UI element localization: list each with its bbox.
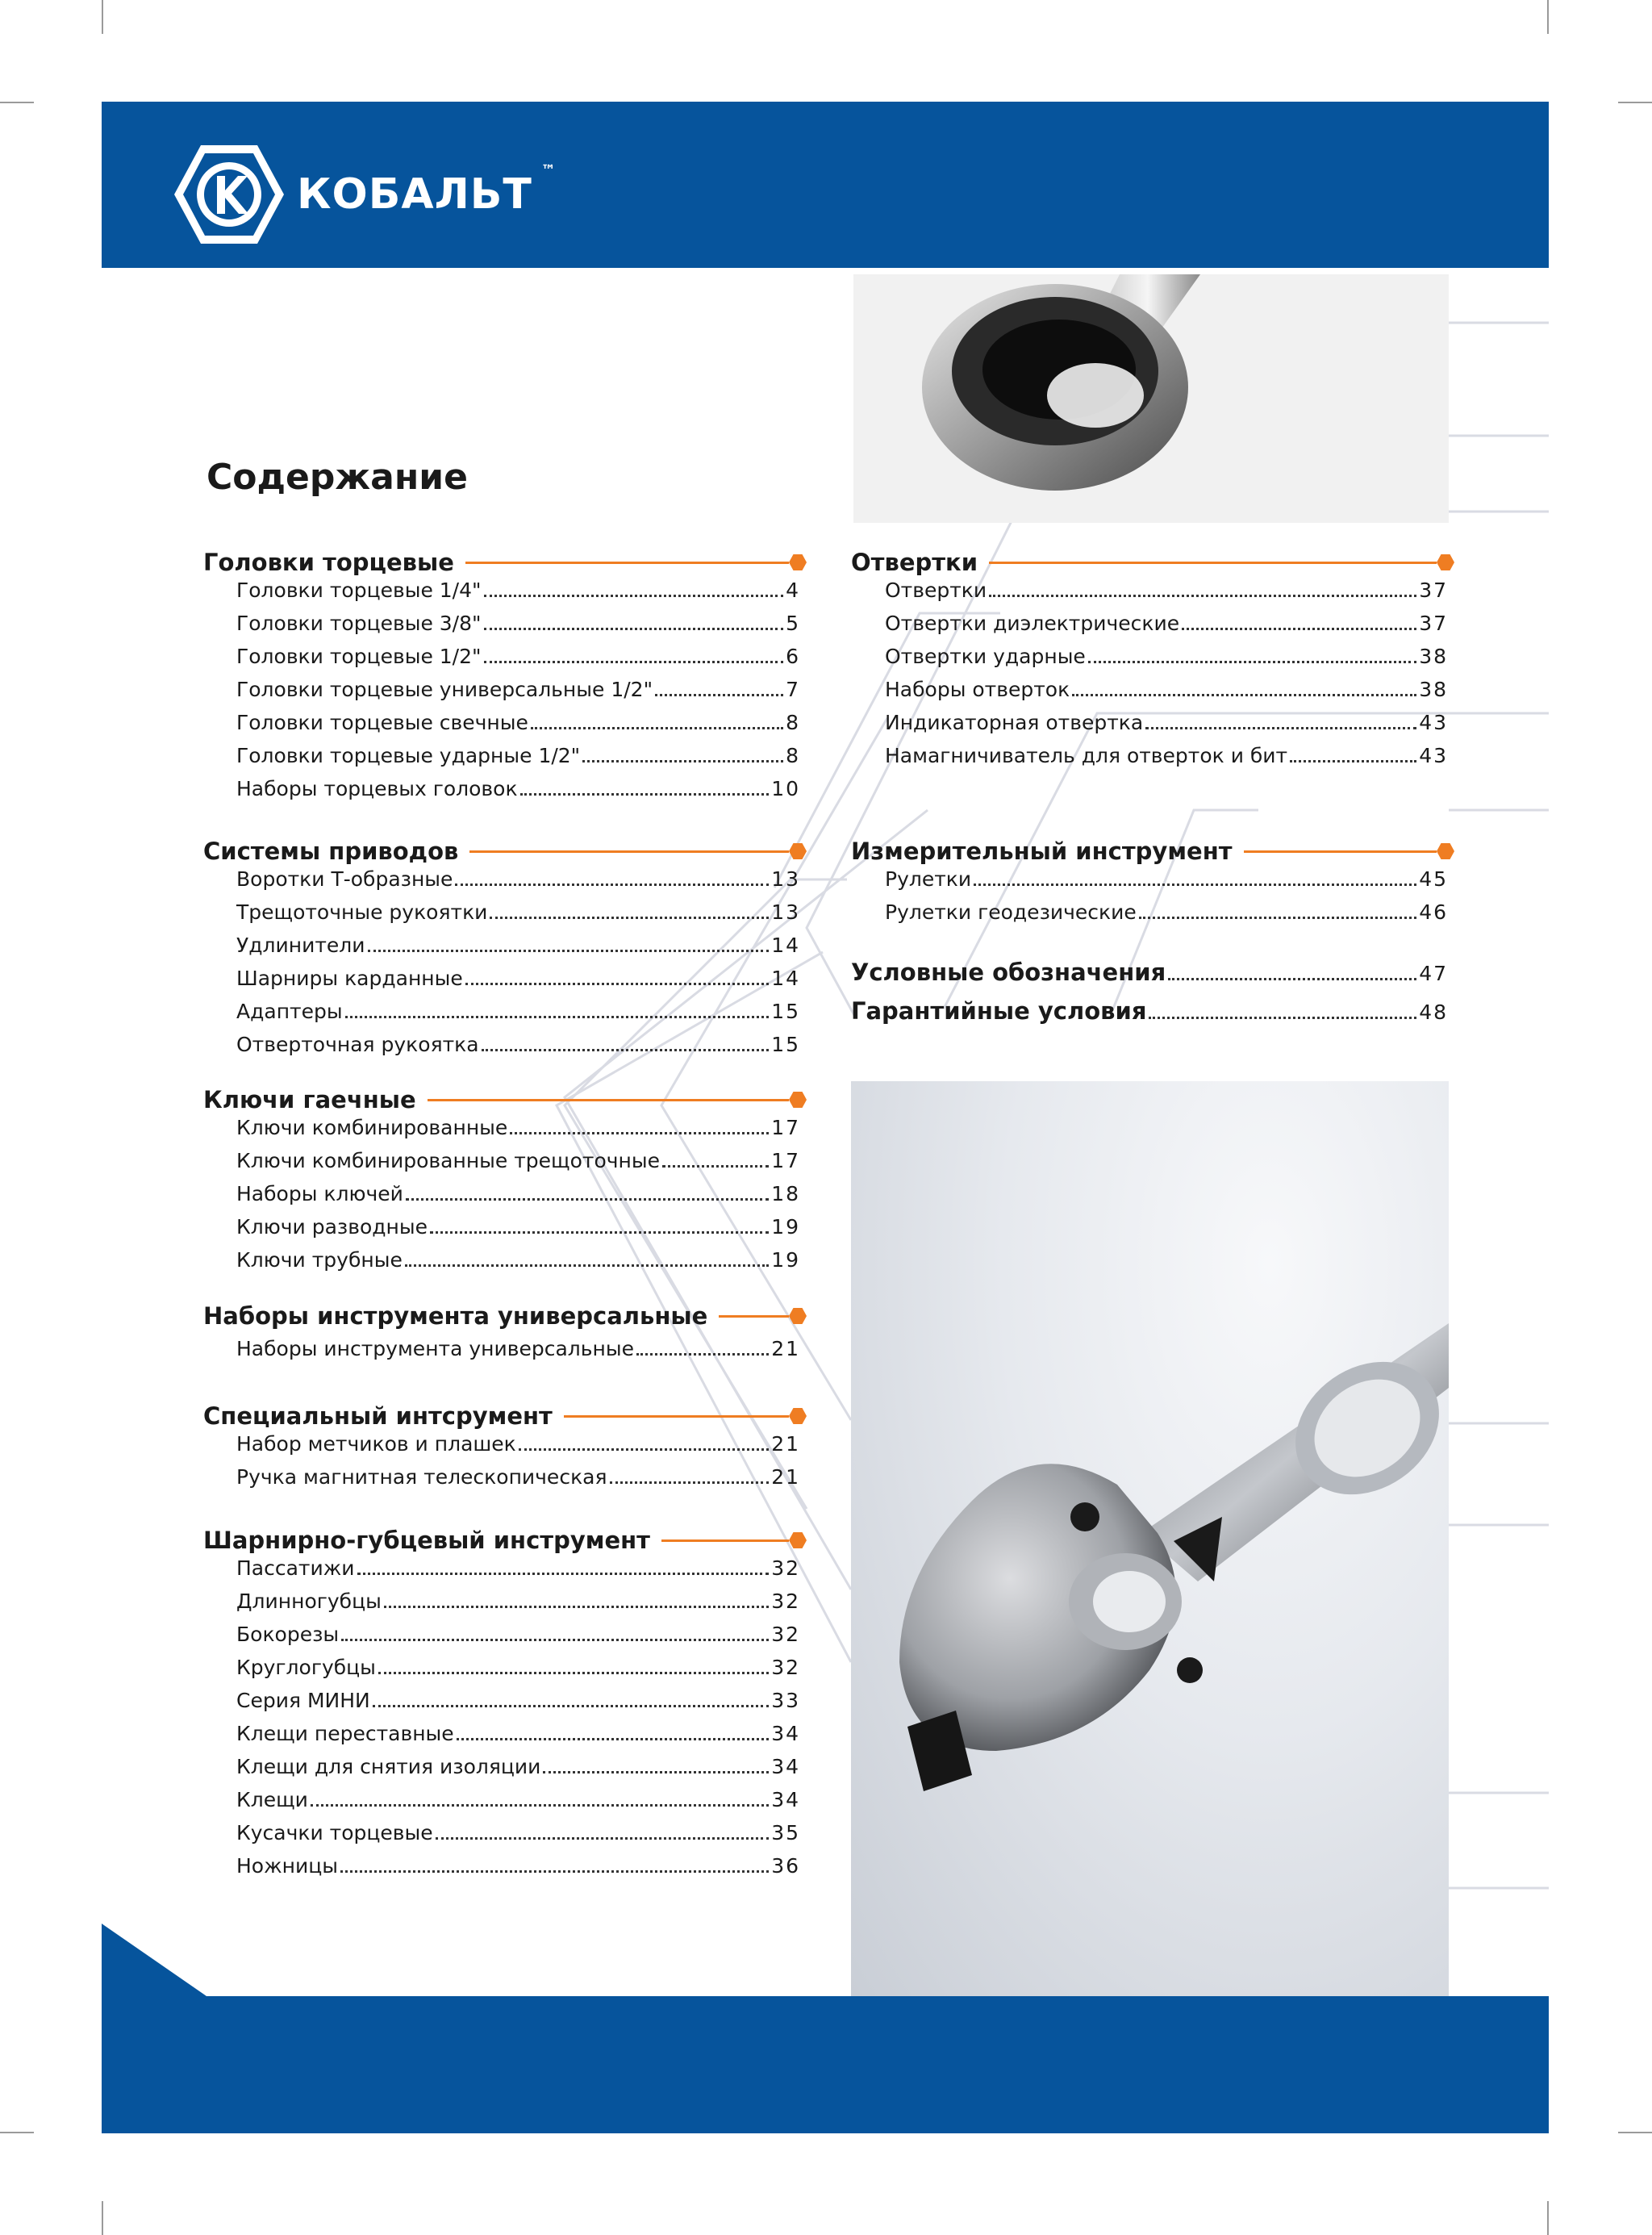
toc-entry[interactable]: Круглогубцы 32 [236,1656,800,1679]
toc-entry[interactable]: Кусачки торцевые 35 [236,1821,800,1844]
toc-entry[interactable]: Головки торцевые ударные 1/2" 8 [236,744,800,767]
section-title[interactable]: Ключи гаечные [203,1086,416,1113]
section-header [203,1400,800,1432]
toc-entry[interactable]: Адаптеры 15 [236,1000,800,1023]
toc-entry[interactable]: Индикаторная отвертка 43 [885,711,1448,734]
section-rule [1244,850,1437,853]
section-rule [564,1415,789,1418]
toc-section [203,1524,800,1887]
toc-entry[interactable]: Ручка магнитная телескопическая 21 [236,1465,800,1489]
toc-entry[interactable]: Отверточная рукоятка 15 [236,1033,800,1056]
toc-section [203,1300,800,1370]
toc-entry[interactable]: Головки торцевые 1/4" 4 [236,579,800,602]
toc-entry[interactable]: Клещи 34 [236,1788,800,1811]
section-header [203,1084,800,1116]
toc-entry[interactable]: Ключи разводные 19 [236,1215,800,1239]
toc-entry[interactable]: Рулетки 45 [885,867,1448,891]
section-header [851,835,1448,867]
section-header [851,546,1448,579]
brand-name: КОБАЛЬТ ™ [297,162,557,219]
section-header [203,1300,800,1332]
toc-entry[interactable]: Шарниры карданные 14 [236,967,800,990]
section-rule [719,1315,789,1318]
ratchet-handle-image [851,1081,1449,1996]
toc-entry[interactable]: Удлинители 14 [236,934,800,957]
toc-entry[interactable]: Набор метчиков и плашек 21 [236,1432,800,1456]
toc-entry[interactable]: Головки торцевые свечные 8 [236,711,800,734]
section-title[interactable]: Измерительный инструмент [851,838,1233,865]
toc-entry[interactable]: Ключи комбинированные трещоточные 17 [236,1149,800,1172]
section-rule [661,1539,789,1542]
section-title[interactable]: Специальный интсрумент [203,1402,553,1430]
toc-entry-symbols[interactable]: Условные обозначения 47 [851,959,1448,986]
ratchet-photo [851,1081,1449,1996]
toc-entry[interactable]: Головки торцевые 1/2" 6 [236,645,800,668]
ratchet-wrench-image [853,274,1449,523]
toc-entry[interactable]: Головки торцевые 3/8" 5 [236,612,800,635]
section-title[interactable]: Системы приводов [203,838,459,865]
toc-section [851,835,1448,934]
toc-entry[interactable]: Длинногубцы 32 [236,1590,800,1613]
toc-entry[interactable]: Отвертки ударные 38 [885,645,1448,668]
toc-entry[interactable]: Клещи для снятия изоляции 34 [236,1755,800,1778]
footer-corner-triangle [102,1924,206,1996]
toc-entry[interactable]: Воротки Т-образные 13 [236,867,800,891]
toc-entry[interactable]: Ключи трубные 19 [236,1248,800,1272]
toc-entry[interactable]: Клещи переставные 34 [236,1722,800,1745]
toc-entry[interactable]: Ключи комбинированные 17 [236,1116,800,1139]
wrench-photo [853,274,1449,523]
toc-section [851,546,1448,777]
toc-section [203,1084,800,1281]
toc-entry-warranty[interactable]: Гарантийные условия 48 [851,997,1448,1025]
toc-entry[interactable]: Наборы ключей 18 [236,1182,800,1205]
page-title: Содержание [206,457,468,498]
toc-entry[interactable]: Бокорезы 32 [236,1623,800,1646]
section-header [203,835,800,867]
section-title[interactable]: Наборы инструмента универсальные [203,1302,708,1330]
toc-bold-entries [851,959,1448,1036]
toc-entry[interactable]: Наборы торцевых головок 10 [236,777,800,800]
toc-entry[interactable]: Намагничиватель для отверток и бит 43 [885,744,1448,767]
toc-entry[interactable]: Наборы отверток 38 [885,678,1448,701]
section-header [203,546,800,579]
footer-band [102,1996,1549,2133]
section-rule [465,562,789,564]
toc-entry[interactable]: Головки торцевые универсальные 1/2" 7 [236,678,800,701]
toc-section [203,835,800,1066]
toc-entry[interactable]: Трещоточные рукоятки 13 [236,900,800,924]
toc-entry[interactable]: Рулетки геодезические 46 [885,900,1448,924]
section-rule [989,562,1437,564]
section-header [203,1524,800,1556]
section-rule [428,1099,789,1101]
toc-entry[interactable]: Отвертки диэлектрические 37 [885,612,1448,635]
section-title[interactable]: Головки торцевые [203,549,454,576]
trademark: ™ [540,162,557,179]
section-title[interactable]: Отвертки [851,549,978,576]
toc-section [203,546,800,810]
toc-entry[interactable]: Отвертки 37 [885,579,1448,602]
toc-entry[interactable]: Ножницы 36 [236,1854,800,1878]
section-title[interactable]: Шарнирно-губцевый инструмент [203,1527,650,1554]
toc-entry[interactable]: Серия МИНИ 33 [236,1689,800,1712]
toc-entry[interactable]: Пассатижи 32 [236,1556,800,1580]
toc-section [203,1400,800,1498]
toc-entry[interactable]: Наборы инструмента универсальные 21 [236,1337,800,1360]
section-rule [469,850,789,853]
